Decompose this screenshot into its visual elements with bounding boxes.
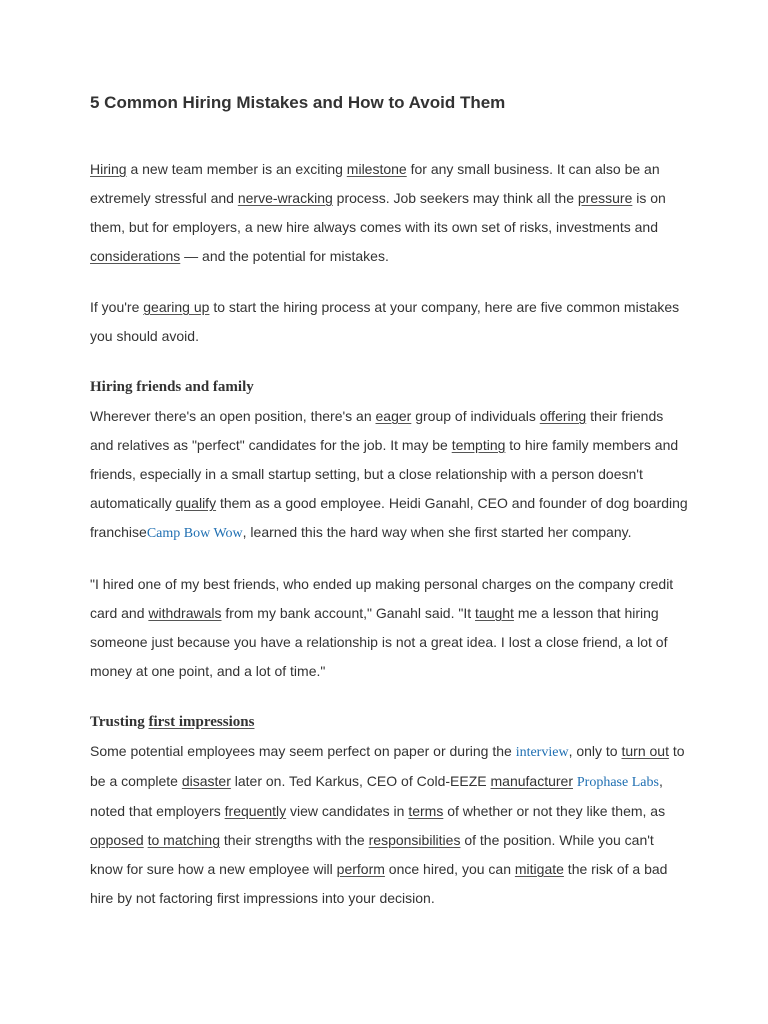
text: a new team member is an exciting: [126, 161, 347, 177]
article: [90, 88, 690, 935]
text: me a lesson that hiring someone just because you have a relationship is not a great idea. I lost a close friend, a lot of money at one point, and a lot of time.": [90, 605, 668, 679]
text: Trusting: [90, 714, 149, 730]
keyword-link[interactable]: withdrawals: [148, 605, 222, 621]
text: , noted that employers: [90, 773, 663, 819]
keyword-link[interactable]: responsibilities: [368, 832, 461, 848]
text: Wherever there's an open position, there's an: [90, 408, 376, 424]
keyword-link[interactable]: opposed: [90, 832, 144, 848]
text: their strengths with the: [219, 832, 369, 848]
keyword-link[interactable]: pressure: [577, 190, 633, 206]
text: , only to: [568, 743, 622, 759]
text: , learned this the hard way when she first started her company.: [242, 524, 632, 540]
first-impressions-paragraph: [90, 737, 690, 913]
keyword-link[interactable]: turn out: [621, 743, 669, 759]
keyword-link[interactable]: frequently: [224, 803, 287, 819]
text: for any small business. It can also be an extremely stressful and: [90, 161, 660, 206]
text: of the position. While you can't know for sure how a new employee will: [90, 832, 654, 877]
keyword-link[interactable]: Hiring: [90, 161, 127, 177]
keyword-link[interactable]: terms: [408, 803, 444, 819]
keyword-link[interactable]: perform: [336, 861, 385, 877]
keyword-link[interactable]: considerations: [90, 248, 181, 264]
text: group of individuals: [411, 408, 540, 424]
text: — and the potential for mistakes.: [180, 248, 389, 264]
section-heading-first-impressions: [90, 708, 690, 737]
text: of whether or not they like them, as: [443, 803, 666, 819]
text: process. Job seekers may think all the: [332, 190, 578, 206]
intro-paragraph: [90, 155, 690, 271]
keyword-link[interactable]: disaster: [181, 773, 231, 789]
text: is on them, but for employers, a new hire always comes with its own set of risks, investments and: [90, 190, 666, 235]
keyword-link[interactable]: offering: [539, 408, 587, 424]
text: once hired, you can: [384, 861, 515, 877]
keyword-link[interactable]: eager: [375, 408, 412, 424]
text: the risk of a bad hire by not factoring first impressions into your decision.: [90, 861, 668, 906]
interview-link[interactable]: interview: [515, 745, 569, 760]
text: view candidates in: [286, 803, 409, 819]
keyword-link[interactable]: mitigate: [514, 861, 564, 877]
ganahl-quote-paragraph: [90, 570, 690, 686]
keyword-link[interactable]: taught: [475, 605, 514, 621]
text: their friends and relatives as "perfect" candidates for the job. It may be: [90, 408, 664, 453]
keyword-link[interactable]: manufacturer: [490, 773, 573, 789]
gearing-paragraph: [90, 293, 690, 351]
keyword-link[interactable]: first impressions: [148, 714, 255, 730]
article-title: 5 Common Hiring Mistakes and How to Avoid Them: [90, 93, 506, 112]
text: to start the hiring process at your company, here are five common mistakes you should avoid.: [90, 299, 680, 344]
text: If you're: [90, 299, 144, 315]
text: from my bank account," Ganahl said. "It: [221, 605, 476, 621]
section-heading-friends-family: Hiring friends and family: [90, 379, 254, 395]
keyword-link[interactable]: gearing up: [143, 299, 210, 315]
text: later on. Ted Karkus, CEO of Cold-EEZE: [230, 773, 491, 789]
keyword-link[interactable]: to matching: [147, 832, 220, 848]
prophase-labs-link[interactable]: Prophase Labs: [576, 775, 659, 790]
text: to hire family members and friends, especially in a small startup setting, but a close relationship with a person doesn't automatically: [90, 437, 679, 511]
text: "I hired one of my best friends, who ended up making personal charges on the company credit card and: [90, 576, 674, 621]
text: Some potential employees may seem perfect on paper or during the: [90, 743, 516, 759]
camp-bow-wow-link[interactable]: Camp Bow Wow: [146, 526, 243, 541]
text: to be a complete: [90, 743, 685, 789]
keyword-link[interactable]: milestone: [346, 161, 407, 177]
friends-family-paragraph: [90, 402, 690, 548]
keyword-link[interactable]: qualify: [175, 495, 217, 511]
text: them as a good employee. Heidi Ganahl, CEO and founder of dog boarding franchise: [90, 495, 688, 540]
keyword-link[interactable]: tempting: [451, 437, 506, 453]
keyword-link[interactable]: nerve-wracking: [237, 190, 333, 206]
